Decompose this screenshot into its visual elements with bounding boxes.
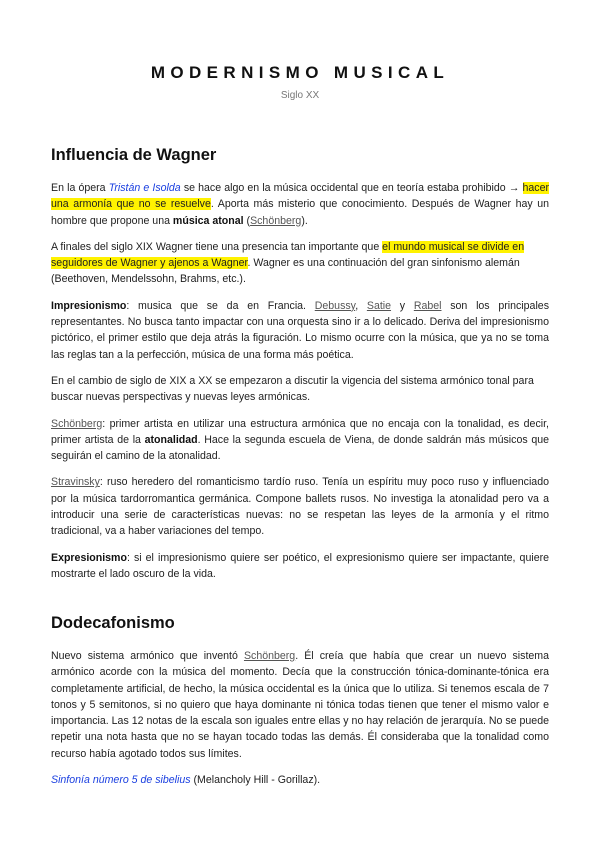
section-influencia-wagner: [51, 146, 549, 582]
link-rabel[interactable]: Rabel: [413, 299, 442, 312]
text: . Wagner es una continuación del gran sinfonismo alemán (Beethoven, Mendelssohn, Brahms, etc.).: [51, 257, 520, 286]
text: : si el impresionismo quiere ser poético, el expresionismo quiere ser impactante, quiere mostrarte el lado oscuro de la vida.: [51, 551, 549, 580]
link-schonberg[interactable]: Schönberg: [243, 650, 296, 662]
text: ).: [301, 214, 308, 227]
highlight-armonia: hacer una armonía que no se resuelve: [51, 182, 549, 211]
paragraph-tristan: [51, 180, 549, 229]
paragraph-schonberg: [51, 416, 549, 465]
text: En la ópera: [51, 182, 109, 194]
text: (Melancholy Hill - Gorillaz).: [190, 774, 321, 787]
text: A finales del siglo XIX Wagner tiene una presencia tan importante que: [51, 240, 383, 253]
link-stravinsky[interactable]: Stravinsky: [51, 476, 100, 489]
text: Nuevo sistema armónico que inventó: [51, 650, 244, 662]
link-schonberg[interactable]: Schönberg: [250, 214, 302, 227]
section-heading: Influencia de Wagner: [51, 146, 217, 164]
section-heading: Dodecafonismo: [51, 614, 175, 632]
link-sinfonia-sibelius[interactable]: Sinfonía número 5 de sibelius: [51, 774, 191, 787]
link-schonberg[interactable]: Schönberg: [51, 417, 103, 430]
text: son los principales representantes. No busca tanto impactar con una orquesta sino ir a lo delicado. Deriva del impresionismo pictórico, el primer estilo que deja atrás la figuración. Lo mismo ocurre con la música, que ya no se toma las reglas tan a la perfección, música de una forma más poética.: [51, 299, 549, 361]
paragraph-dodecafonismo: [51, 648, 549, 762]
text: : primer artista en utilizar una estructura armónica que no encaja con la tonalidad, es decir, primer artista de la: [51, 417, 549, 446]
paragraph-impresionismo: [51, 298, 549, 363]
text: . Hace la segunda escuela de Viena, de donde saldrán más músicos que seguirán el camino de la atonalidad.: [51, 433, 550, 463]
document-title: MODERNISMO MUSICAL: [150, 63, 450, 82]
text: : musica que se da en Francia.: [126, 299, 315, 312]
text: (: [243, 214, 251, 227]
paragraph-stravinsky: [51, 474, 549, 539]
document-subtitle: Siglo XX: [280, 90, 320, 101]
paragraph-sibelius: [51, 772, 549, 788]
text: . Aporta más misterio que conocimiento. Después de Wagner hay un hombre que propone una: [51, 198, 550, 227]
text: ,: [355, 299, 367, 312]
text: se hace algo en la música occidental que en teoría estaba prohibido →: [180, 182, 523, 194]
text: y: [391, 299, 414, 312]
link-tristan-e-isolda[interactable]: Tristán e Isolda: [108, 182, 181, 194]
paragraph-cambio-siglo: En el cambio de siglo de XIX a XX se empezaron a discutir la vigencia del sistema armónico tonal para buscar nuevas perspectivas y nuevas leyes armónicas.: [51, 374, 534, 404]
link-satie[interactable]: Satie: [366, 299, 392, 312]
paragraph-expresionismo: [51, 550, 549, 583]
text: . Él creía que había que crear un nuevo sistema armónico acorde con la música del momento. Decía que la construcción tónica-dominante-tónica era completamente artificial, de hecho, la música occidental es la única que lo utiliza. Si tenemos escala de 7 tonos y 5 semitonos, si no quiero que haya dominante ni tónica todas tienen que tener el mismo valor e importancia. Las 12 notas de la escala son iguales entre ellas y no hay relación de jerarquía. No se puede repetir una nota hasta que no se hayan tocado todas las demás. Él consideraba que la tonalidad como recurso había agotado todos sus límites.: [51, 650, 550, 760]
bold-atonalidad: atonalidad: [144, 433, 198, 446]
link-debussy[interactable]: Debussy: [314, 299, 356, 312]
bold-musica-atonal: música atonal: [172, 214, 244, 227]
paragraph-finales-siglo: [51, 239, 549, 288]
section-dodecafonismo: [51, 614, 549, 788]
bold-impresionismo: Impresionismo: [51, 299, 127, 312]
text: : ruso heredero del romanticismo tardío ruso. Tenía un espíritu muy poco ruso y influenciado por la música tardorromantica germánica. Compone ballets rusos. No investiga la atonalidad pero va a introducir una serie de características nuevas: no se respetan las leyes de la armonía y el ritmo tradicional, va a haber variaciones del tempo.: [51, 476, 549, 538]
bold-expresionismo: Expresionismo: [51, 551, 127, 564]
highlight-mundo-musical: el mundo musical se divide en seguidores de Wagner y ajenos a Wagner: [51, 240, 525, 270]
